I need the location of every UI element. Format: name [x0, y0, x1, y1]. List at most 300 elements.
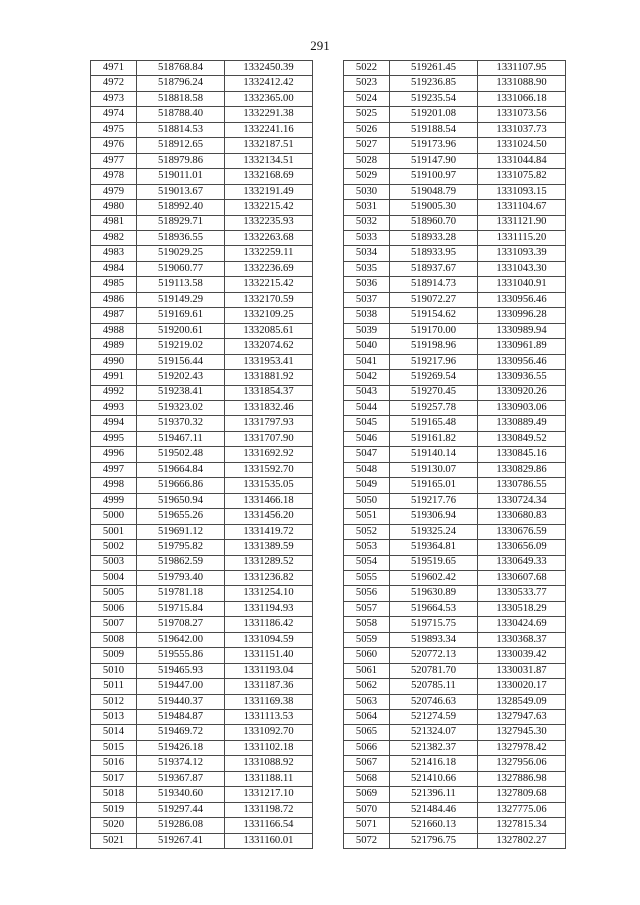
x-coordinate-cell: 518979.86	[137, 153, 225, 168]
x-coordinate-cell: 518937.67	[390, 261, 478, 276]
table-row	[91, 153, 313, 168]
y-coordinate-cell: 1330039.42	[478, 648, 566, 663]
point-number-cell: 5018	[91, 787, 137, 802]
y-coordinate-cell: 1331044.84	[478, 153, 566, 168]
point-number-cell: 4984	[91, 261, 137, 276]
point-number-cell: 4988	[91, 323, 137, 338]
x-coordinate-cell: 519364.81	[390, 540, 478, 555]
point-number-cell: 4997	[91, 462, 137, 477]
table-row	[91, 230, 313, 245]
y-coordinate-cell: 1327775.06	[478, 802, 566, 817]
x-coordinate-cell: 521410.66	[390, 771, 478, 786]
table-row	[91, 431, 313, 446]
coordinates-table-right	[343, 60, 566, 849]
table-row	[344, 462, 566, 477]
table-row	[344, 308, 566, 323]
point-number-cell: 5005	[91, 586, 137, 601]
x-coordinate-cell: 519666.86	[137, 478, 225, 493]
x-coordinate-cell: 521660.13	[390, 818, 478, 833]
x-coordinate-cell: 519367.87	[137, 771, 225, 786]
x-coordinate-cell: 519257.78	[390, 400, 478, 415]
x-coordinate-cell: 519269.54	[390, 370, 478, 385]
table-row	[344, 771, 566, 786]
point-number-cell: 5043	[344, 385, 390, 400]
point-number-cell: 5044	[344, 400, 390, 415]
x-coordinate-cell: 519664.84	[137, 462, 225, 477]
y-coordinate-cell: 1327802.27	[478, 833, 566, 848]
table-row	[344, 215, 566, 230]
table-row	[344, 617, 566, 632]
y-coordinate-cell: 1327945.30	[478, 725, 566, 740]
table-row	[344, 370, 566, 385]
point-number-cell: 5022	[344, 61, 390, 76]
table-row	[344, 246, 566, 261]
x-coordinate-cell: 519664.53	[390, 601, 478, 616]
y-coordinate-cell: 1331037.73	[478, 122, 566, 137]
table-row	[344, 725, 566, 740]
table-row	[91, 570, 313, 585]
x-coordinate-cell: 519013.67	[137, 184, 225, 199]
y-coordinate-cell: 1331953.41	[225, 354, 313, 369]
x-coordinate-cell: 519100.97	[390, 169, 478, 184]
point-number-cell: 5061	[344, 663, 390, 678]
point-number-cell: 5024	[344, 91, 390, 106]
table-row	[344, 61, 566, 76]
y-coordinate-cell: 1332191.49	[225, 184, 313, 199]
x-coordinate-cell: 519238.41	[137, 385, 225, 400]
y-coordinate-cell: 1330031.87	[478, 663, 566, 678]
point-number-cell: 5050	[344, 493, 390, 508]
point-number-cell: 5030	[344, 184, 390, 199]
x-coordinate-cell: 519261.45	[390, 61, 478, 76]
table-row	[344, 292, 566, 307]
x-coordinate-cell: 521416.18	[390, 756, 478, 771]
table-row	[91, 246, 313, 261]
y-coordinate-cell: 1331193.04	[225, 663, 313, 678]
x-coordinate-cell: 519691.12	[137, 524, 225, 539]
x-coordinate-cell: 519060.77	[137, 261, 225, 276]
y-coordinate-cell: 1330424.69	[478, 617, 566, 632]
y-coordinate-cell: 1330996.28	[478, 308, 566, 323]
point-number-cell: 5015	[91, 740, 137, 755]
table-row	[344, 632, 566, 647]
point-number-cell: 5038	[344, 308, 390, 323]
point-number-cell: 4972	[91, 76, 137, 91]
x-coordinate-cell: 518796.24	[137, 76, 225, 91]
y-coordinate-cell: 1332215.42	[225, 200, 313, 215]
point-number-cell: 5059	[344, 632, 390, 647]
point-number-cell: 5012	[91, 694, 137, 709]
point-number-cell: 5068	[344, 771, 390, 786]
point-number-cell: 4971	[91, 61, 137, 76]
point-number-cell: 4976	[91, 138, 137, 153]
x-coordinate-cell: 519447.00	[137, 679, 225, 694]
table-row	[344, 586, 566, 601]
y-coordinate-cell: 1330956.46	[478, 292, 566, 307]
point-number-cell: 5034	[344, 246, 390, 261]
y-coordinate-cell: 1332074.62	[225, 339, 313, 354]
y-coordinate-cell: 1331692.92	[225, 447, 313, 462]
x-coordinate-cell: 519140.14	[390, 447, 478, 462]
point-number-cell: 5041	[344, 354, 390, 369]
y-coordinate-cell: 1330989.94	[478, 323, 566, 338]
point-number-cell: 4991	[91, 370, 137, 385]
x-coordinate-cell: 518992.40	[137, 200, 225, 215]
y-coordinate-cell: 1331066.18	[478, 91, 566, 106]
point-number-cell: 5060	[344, 648, 390, 663]
y-coordinate-cell: 1331040.91	[478, 277, 566, 292]
y-coordinate-cell: 1330956.46	[478, 354, 566, 369]
x-coordinate-cell: 518814.53	[137, 122, 225, 137]
table-row	[91, 138, 313, 153]
table-row	[344, 169, 566, 184]
x-coordinate-cell: 519156.44	[137, 354, 225, 369]
x-coordinate-cell: 518768.84	[137, 61, 225, 76]
page-number: 291	[310, 38, 330, 53]
point-number-cell: 5052	[344, 524, 390, 539]
x-coordinate-cell: 519502.48	[137, 447, 225, 462]
table-row	[91, 740, 313, 755]
y-coordinate-cell: 1331092.70	[225, 725, 313, 740]
y-coordinate-cell: 1332170.59	[225, 292, 313, 307]
y-coordinate-cell: 1331093.15	[478, 184, 566, 199]
y-coordinate-cell: 1331194.93	[225, 601, 313, 616]
x-coordinate-cell: 518960.70	[390, 215, 478, 230]
y-coordinate-cell: 1327947.63	[478, 710, 566, 725]
y-coordinate-cell: 1327815.34	[478, 818, 566, 833]
x-coordinate-cell: 519630.89	[390, 586, 478, 601]
y-coordinate-cell: 1331024.50	[478, 138, 566, 153]
point-number-cell: 5048	[344, 462, 390, 477]
table-row	[91, 478, 313, 493]
x-coordinate-cell: 519147.90	[390, 153, 478, 168]
x-coordinate-cell: 519165.48	[390, 416, 478, 431]
x-coordinate-cell: 519602.42	[390, 570, 478, 585]
y-coordinate-cell: 1327809.68	[478, 787, 566, 802]
table-row	[344, 200, 566, 215]
x-coordinate-cell: 519170.00	[390, 323, 478, 338]
point-number-cell: 5054	[344, 555, 390, 570]
table-row	[344, 400, 566, 415]
x-coordinate-cell: 519161.82	[390, 431, 478, 446]
point-number-cell: 5042	[344, 370, 390, 385]
y-coordinate-cell: 1332291.38	[225, 107, 313, 122]
y-coordinate-cell: 1331151.40	[225, 648, 313, 663]
point-number-cell: 5066	[344, 740, 390, 755]
x-coordinate-cell: 519169.61	[137, 308, 225, 323]
y-coordinate-cell: 1331102.18	[225, 740, 313, 755]
x-coordinate-cell: 519642.00	[137, 632, 225, 647]
y-coordinate-cell: 1331592.70	[225, 462, 313, 477]
point-number-cell: 5007	[91, 617, 137, 632]
table-row	[344, 431, 566, 446]
x-coordinate-cell: 519715.84	[137, 601, 225, 616]
y-coordinate-cell: 1331088.90	[478, 76, 566, 91]
table-row	[344, 323, 566, 338]
point-number-cell: 5069	[344, 787, 390, 802]
point-number-cell: 4977	[91, 153, 137, 168]
x-coordinate-cell: 519467.11	[137, 431, 225, 446]
y-coordinate-cell: 1332259.11	[225, 246, 313, 261]
point-number-cell: 5004	[91, 570, 137, 585]
table-row	[91, 400, 313, 415]
table-row	[344, 493, 566, 508]
x-coordinate-cell: 520781.70	[390, 663, 478, 678]
x-coordinate-cell: 519113.58	[137, 277, 225, 292]
x-coordinate-cell: 518912.65	[137, 138, 225, 153]
table-row	[91, 601, 313, 616]
y-coordinate-cell: 1330368.37	[478, 632, 566, 647]
point-number-cell: 4980	[91, 200, 137, 215]
y-coordinate-cell: 1331088.92	[225, 756, 313, 771]
y-coordinate-cell: 1330656.09	[478, 540, 566, 555]
y-coordinate-cell: 1331854.37	[225, 385, 313, 400]
y-coordinate-cell: 1331043.30	[478, 261, 566, 276]
point-number-cell: 4983	[91, 246, 137, 261]
x-coordinate-cell: 519217.76	[390, 493, 478, 508]
x-coordinate-cell: 520772.13	[390, 648, 478, 663]
x-coordinate-cell: 519519.65	[390, 555, 478, 570]
point-number-cell: 5033	[344, 230, 390, 245]
point-number-cell: 4978	[91, 169, 137, 184]
y-coordinate-cell: 1330649.33	[478, 555, 566, 570]
table-row	[344, 184, 566, 199]
table-row	[91, 710, 313, 725]
table-row	[344, 570, 566, 585]
table-row	[91, 833, 313, 848]
x-coordinate-cell: 520746.63	[390, 694, 478, 709]
table-row	[91, 663, 313, 678]
x-coordinate-cell: 519306.94	[390, 509, 478, 524]
point-number-cell: 4973	[91, 91, 137, 106]
table-row	[344, 76, 566, 91]
x-coordinate-cell: 519370.32	[137, 416, 225, 431]
point-number-cell: 5064	[344, 710, 390, 725]
point-number-cell: 4987	[91, 308, 137, 323]
point-number-cell: 5028	[344, 153, 390, 168]
y-coordinate-cell: 1330920.26	[478, 385, 566, 400]
point-number-cell: 5032	[344, 215, 390, 230]
x-coordinate-cell: 520785.11	[390, 679, 478, 694]
x-coordinate-cell: 521382.37	[390, 740, 478, 755]
point-number-cell: 5057	[344, 601, 390, 616]
point-number-cell: 5025	[344, 107, 390, 122]
y-coordinate-cell: 1331466.18	[225, 493, 313, 508]
point-number-cell: 5065	[344, 725, 390, 740]
x-coordinate-cell: 519325.24	[390, 524, 478, 539]
x-coordinate-cell: 519862.59	[137, 555, 225, 570]
y-coordinate-cell: 1330518.29	[478, 601, 566, 616]
x-coordinate-cell: 519165.01	[390, 478, 478, 493]
table-row	[344, 261, 566, 276]
y-coordinate-cell: 1331389.59	[225, 540, 313, 555]
table-row	[344, 354, 566, 369]
y-coordinate-cell: 1332450.39	[225, 61, 313, 76]
x-coordinate-cell: 519149.29	[137, 292, 225, 307]
y-coordinate-cell: 1331707.90	[225, 431, 313, 446]
table-row	[344, 710, 566, 725]
x-coordinate-cell: 519029.25	[137, 246, 225, 261]
x-coordinate-cell: 519286.08	[137, 818, 225, 833]
point-number-cell: 5067	[344, 756, 390, 771]
table-row	[344, 802, 566, 817]
point-number-cell: 4995	[91, 431, 137, 446]
table-row	[344, 555, 566, 570]
y-coordinate-cell: 1331104.67	[478, 200, 566, 215]
y-coordinate-cell: 1330724.34	[478, 493, 566, 508]
point-number-cell: 5071	[344, 818, 390, 833]
point-number-cell: 5040	[344, 339, 390, 354]
coordinates-table-left	[90, 60, 313, 849]
point-number-cell: 4994	[91, 416, 137, 431]
point-number-cell: 4975	[91, 122, 137, 137]
x-coordinate-cell: 519154.62	[390, 308, 478, 323]
y-coordinate-cell: 1331535.05	[225, 478, 313, 493]
x-coordinate-cell: 521484.46	[390, 802, 478, 817]
point-number-cell: 5000	[91, 509, 137, 524]
y-coordinate-cell: 1331121.90	[478, 215, 566, 230]
point-number-cell: 5035	[344, 261, 390, 276]
table-row	[91, 323, 313, 338]
x-coordinate-cell: 519297.44	[137, 802, 225, 817]
point-number-cell: 4996	[91, 447, 137, 462]
point-number-cell: 5047	[344, 447, 390, 462]
point-number-cell: 4986	[91, 292, 137, 307]
y-coordinate-cell: 1327886.98	[478, 771, 566, 786]
table-row	[344, 107, 566, 122]
y-coordinate-cell: 1332412.42	[225, 76, 313, 91]
y-coordinate-cell: 1332085.61	[225, 323, 313, 338]
table-row	[344, 385, 566, 400]
x-coordinate-cell: 519236.85	[390, 76, 478, 91]
table-row	[344, 833, 566, 848]
table-row	[91, 169, 313, 184]
table-row	[91, 447, 313, 462]
table-row	[91, 308, 313, 323]
table-row	[91, 76, 313, 91]
x-coordinate-cell: 519715.75	[390, 617, 478, 632]
x-coordinate-cell: 519650.94	[137, 493, 225, 508]
x-coordinate-cell: 519469.72	[137, 725, 225, 740]
point-number-cell: 5017	[91, 771, 137, 786]
y-coordinate-cell: 1332241.16	[225, 122, 313, 137]
y-coordinate-cell: 1332215.42	[225, 277, 313, 292]
point-number-cell: 5070	[344, 802, 390, 817]
table-row	[91, 540, 313, 555]
y-coordinate-cell: 1331797.93	[225, 416, 313, 431]
y-coordinate-cell: 1330680.83	[478, 509, 566, 524]
x-coordinate-cell: 519188.54	[390, 122, 478, 137]
point-number-cell: 4974	[91, 107, 137, 122]
table-row	[344, 601, 566, 616]
y-coordinate-cell: 1331217.10	[225, 787, 313, 802]
y-coordinate-cell: 1331160.01	[225, 833, 313, 848]
table-row	[91, 200, 313, 215]
point-number-cell: 5055	[344, 570, 390, 585]
point-number-cell: 5039	[344, 323, 390, 338]
y-coordinate-cell: 1331187.36	[225, 679, 313, 694]
y-coordinate-cell: 1330903.06	[478, 400, 566, 415]
y-coordinate-cell: 1332187.51	[225, 138, 313, 153]
y-coordinate-cell: 1327956.06	[478, 756, 566, 771]
y-coordinate-cell: 1331254.10	[225, 586, 313, 601]
x-coordinate-cell: 519440.37	[137, 694, 225, 709]
y-coordinate-cell: 1330533.77	[478, 586, 566, 601]
y-coordinate-cell: 1331188.11	[225, 771, 313, 786]
point-number-cell: 5021	[91, 833, 137, 848]
y-coordinate-cell: 1330607.68	[478, 570, 566, 585]
point-number-cell: 4985	[91, 277, 137, 292]
x-coordinate-cell: 519217.96	[390, 354, 478, 369]
x-coordinate-cell: 519340.60	[137, 787, 225, 802]
table-row	[91, 215, 313, 230]
table-row	[91, 802, 313, 817]
table-row	[344, 339, 566, 354]
table-row	[91, 385, 313, 400]
point-number-cell: 5036	[344, 277, 390, 292]
point-number-cell: 5014	[91, 725, 137, 740]
x-coordinate-cell: 518933.95	[390, 246, 478, 261]
y-coordinate-cell: 1332365.00	[225, 91, 313, 106]
x-coordinate-cell: 519235.54	[390, 91, 478, 106]
table-row	[91, 122, 313, 137]
table-row	[344, 694, 566, 709]
table-row	[344, 277, 566, 292]
y-coordinate-cell: 1332235.93	[225, 215, 313, 230]
x-coordinate-cell: 519200.61	[137, 323, 225, 338]
x-coordinate-cell: 519270.45	[390, 385, 478, 400]
y-coordinate-cell: 1331289.52	[225, 555, 313, 570]
y-coordinate-cell: 1331186.42	[225, 617, 313, 632]
point-number-cell: 5023	[344, 76, 390, 91]
table-row	[344, 153, 566, 168]
table-row	[91, 91, 313, 106]
x-coordinate-cell: 519374.12	[137, 756, 225, 771]
table-row	[91, 787, 313, 802]
point-number-cell: 5020	[91, 818, 137, 833]
y-coordinate-cell: 1331236.82	[225, 570, 313, 585]
y-coordinate-cell: 1330786.55	[478, 478, 566, 493]
point-number-cell: 4981	[91, 215, 137, 230]
table-row	[91, 632, 313, 647]
table-row	[344, 756, 566, 771]
y-coordinate-cell: 1331881.92	[225, 370, 313, 385]
point-number-cell: 5001	[91, 524, 137, 539]
x-coordinate-cell: 519201.08	[390, 107, 478, 122]
table-row	[91, 509, 313, 524]
x-coordinate-cell: 518818.58	[137, 91, 225, 106]
point-number-cell: 4992	[91, 385, 137, 400]
y-coordinate-cell: 1330676.59	[478, 524, 566, 539]
x-coordinate-cell: 518914.73	[390, 277, 478, 292]
table-row	[91, 725, 313, 740]
y-coordinate-cell: 1330936.55	[478, 370, 566, 385]
table-row	[91, 277, 313, 292]
table-row	[344, 540, 566, 555]
point-number-cell: 4979	[91, 184, 137, 199]
y-coordinate-cell: 1331198.72	[225, 802, 313, 817]
y-coordinate-cell: 1332109.25	[225, 308, 313, 323]
x-coordinate-cell: 519130.07	[390, 462, 478, 477]
point-number-cell: 5002	[91, 540, 137, 555]
table-row	[344, 509, 566, 524]
y-coordinate-cell: 1331832.46	[225, 400, 313, 415]
point-number-cell: 5010	[91, 663, 137, 678]
point-number-cell: 5051	[344, 509, 390, 524]
table-row	[91, 818, 313, 833]
x-coordinate-cell: 518929.71	[137, 215, 225, 230]
table-row	[91, 107, 313, 122]
